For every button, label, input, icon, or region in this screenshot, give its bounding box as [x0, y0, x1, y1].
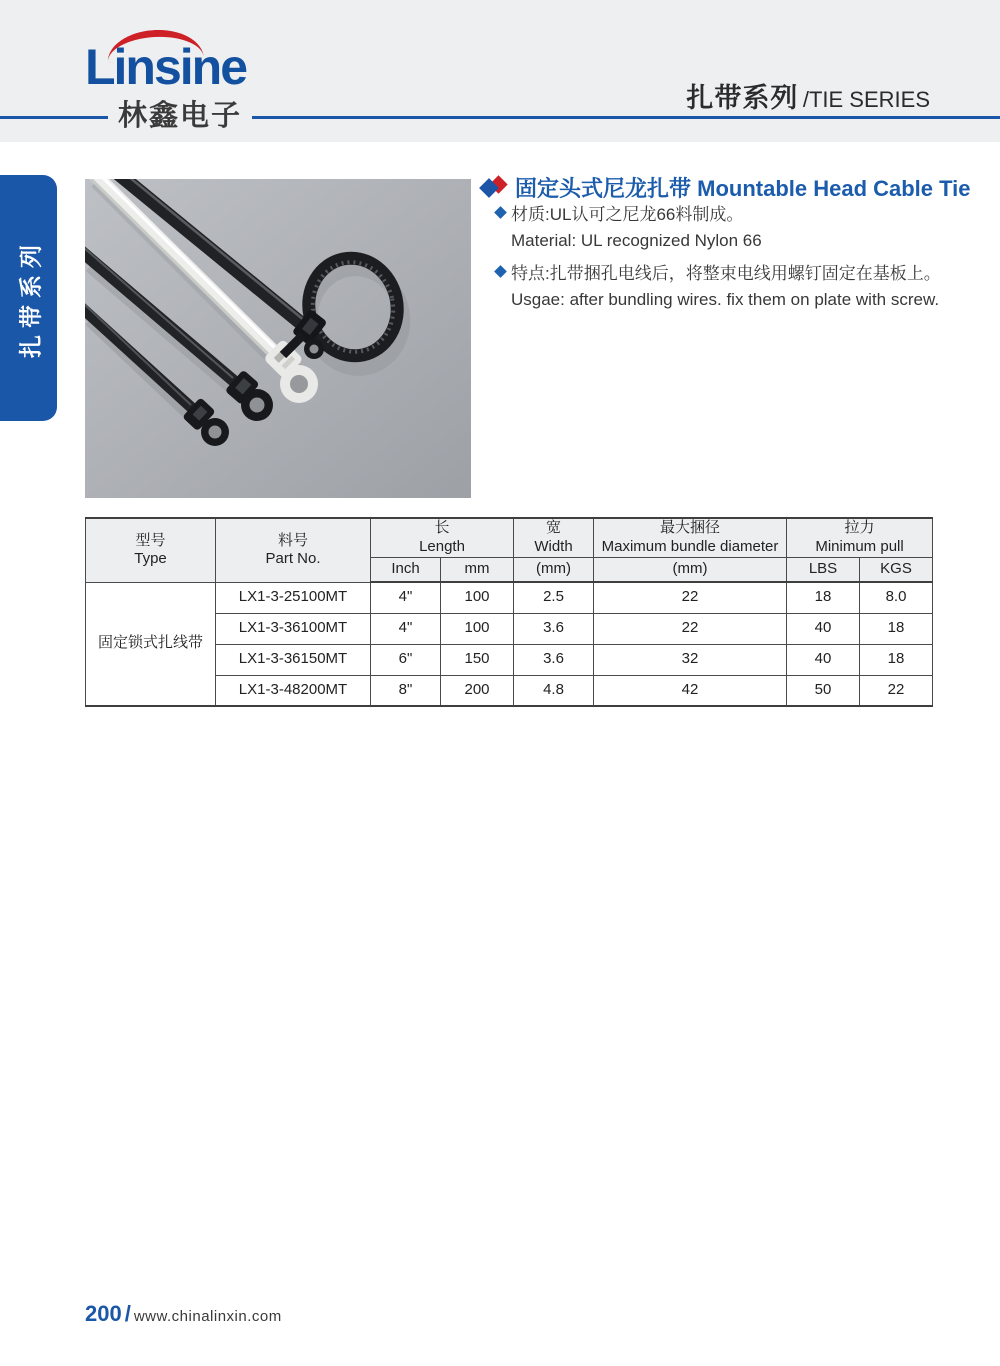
cell-mm: 100 [441, 613, 514, 644]
bullet-usage [496, 261, 966, 313]
cell-part-no: LX1-3-36100MT [216, 613, 371, 644]
cell-kgs: 8.0 [860, 582, 933, 613]
cell-inch: 6" [371, 644, 441, 675]
cell-inch: 4" [371, 613, 441, 644]
series-title [686, 76, 930, 115]
logo-red-arc-icon [106, 28, 203, 63]
header-kgs: KGS [860, 557, 933, 582]
header-bundle-zh: 最大捆径 [660, 519, 721, 536]
cell-width: 3.6 [514, 613, 594, 644]
cell-mm: 150 [441, 644, 514, 675]
cell-lbs: 40 [787, 613, 860, 644]
product-title: 固定头式尼龙扎带 Mountable Head Cable Tie [515, 176, 971, 201]
header-type-zh: 型号 [135, 531, 166, 549]
page-number: 200 [85, 1301, 122, 1326]
cell-mm: 200 [441, 675, 514, 706]
header-part-no [216, 518, 371, 582]
website-url: www.chinalinxin.com [133, 1308, 282, 1325]
header-lbs: LBS [787, 557, 860, 582]
cell-width: 3.6 [514, 644, 594, 675]
header-width-en: Width [534, 537, 573, 555]
series-title-en: /TIE SERIES [802, 87, 930, 112]
bullet-material-zh: 材质:UL认可之尼龙66料制成。 [511, 205, 744, 224]
logo-subtitle: 林鑫电子 [108, 101, 252, 133]
cell-inch: 4" [371, 582, 441, 613]
bullet-material-en: Material: UL recognized Nylon 66 [511, 230, 762, 250]
side-tab-tie-series [0, 175, 57, 421]
header-pull-en: Minimum pull [815, 537, 904, 555]
header-pull-zh: 拉力 [844, 519, 875, 536]
cell-kgs: 18 [860, 613, 933, 644]
cell-width: 4.8 [514, 675, 594, 706]
table-header-row-group [86, 518, 933, 557]
header-part-en: Part No. [265, 550, 321, 568]
cable-ties-illustration [85, 179, 471, 498]
header-length [371, 518, 514, 557]
product-title-row [481, 172, 971, 203]
page-footer [85, 1301, 282, 1327]
header-inch: Inch [371, 557, 441, 582]
logo-text: Linsine [85, 39, 247, 95]
linsine-logo [85, 39, 265, 104]
bullet-material-text [511, 202, 762, 254]
cell-width: 2.5 [514, 582, 594, 613]
diamond-bullet-icon [494, 265, 507, 278]
header-length-zh: 长 [434, 519, 450, 536]
double-diamond-icon [481, 176, 508, 200]
page-header [0, 0, 1000, 142]
cell-inch: 8" [371, 675, 441, 706]
header-part-zh: 料号 [277, 531, 308, 549]
page-number-separator: / [124, 1301, 131, 1326]
header-pull [787, 518, 933, 557]
cell-bundle: 32 [594, 644, 787, 675]
bullet-usage-en: Usgae: after bundling wires. fix them on plate with screw. [511, 289, 940, 309]
cell-lbs: 40 [787, 644, 860, 675]
cell-bundle: 42 [594, 675, 787, 706]
cell-part-no: LX1-3-36150MT [216, 644, 371, 675]
spec-table [85, 517, 933, 707]
header-bundle-unit: (mm) [594, 557, 787, 582]
product-photo [85, 179, 471, 498]
cell-type: 固定锁式扎线带 [86, 582, 216, 706]
header-length-en: Length [419, 537, 465, 555]
bullet-usage-text [511, 261, 941, 313]
header-type-en: Type [134, 550, 167, 568]
cell-part-no: LX1-3-48200MT [216, 675, 371, 706]
bullet-usage-zh: 特点:扎带捆孔电线后，将整束电线用螺钉固定在基板上。 [511, 264, 941, 283]
table-row [86, 582, 933, 613]
bullet-material [496, 202, 966, 254]
series-title-zh: 扎带系列 [686, 83, 799, 113]
diamond-bullet-icon [494, 206, 507, 219]
header-bundle-en: Maximum bundle diameter [601, 537, 779, 555]
cell-mm: 100 [441, 582, 514, 613]
header-width-zh: 宽 [546, 519, 562, 536]
cell-kgs: 22 [860, 675, 933, 706]
header-mm: mm [441, 557, 514, 582]
cell-kgs: 18 [860, 644, 933, 675]
header-bundle [594, 518, 787, 557]
cell-lbs: 50 [787, 675, 860, 706]
cell-bundle: 22 [594, 613, 787, 644]
header-width-unit: (mm) [514, 557, 594, 582]
side-tab-label: 扎带系列 [17, 238, 43, 358]
cell-bundle: 22 [594, 582, 787, 613]
header-type [86, 518, 216, 582]
cell-part-no: LX1-3-25100MT [216, 582, 371, 613]
cell-lbs: 18 [787, 582, 860, 613]
header-width [514, 518, 594, 557]
